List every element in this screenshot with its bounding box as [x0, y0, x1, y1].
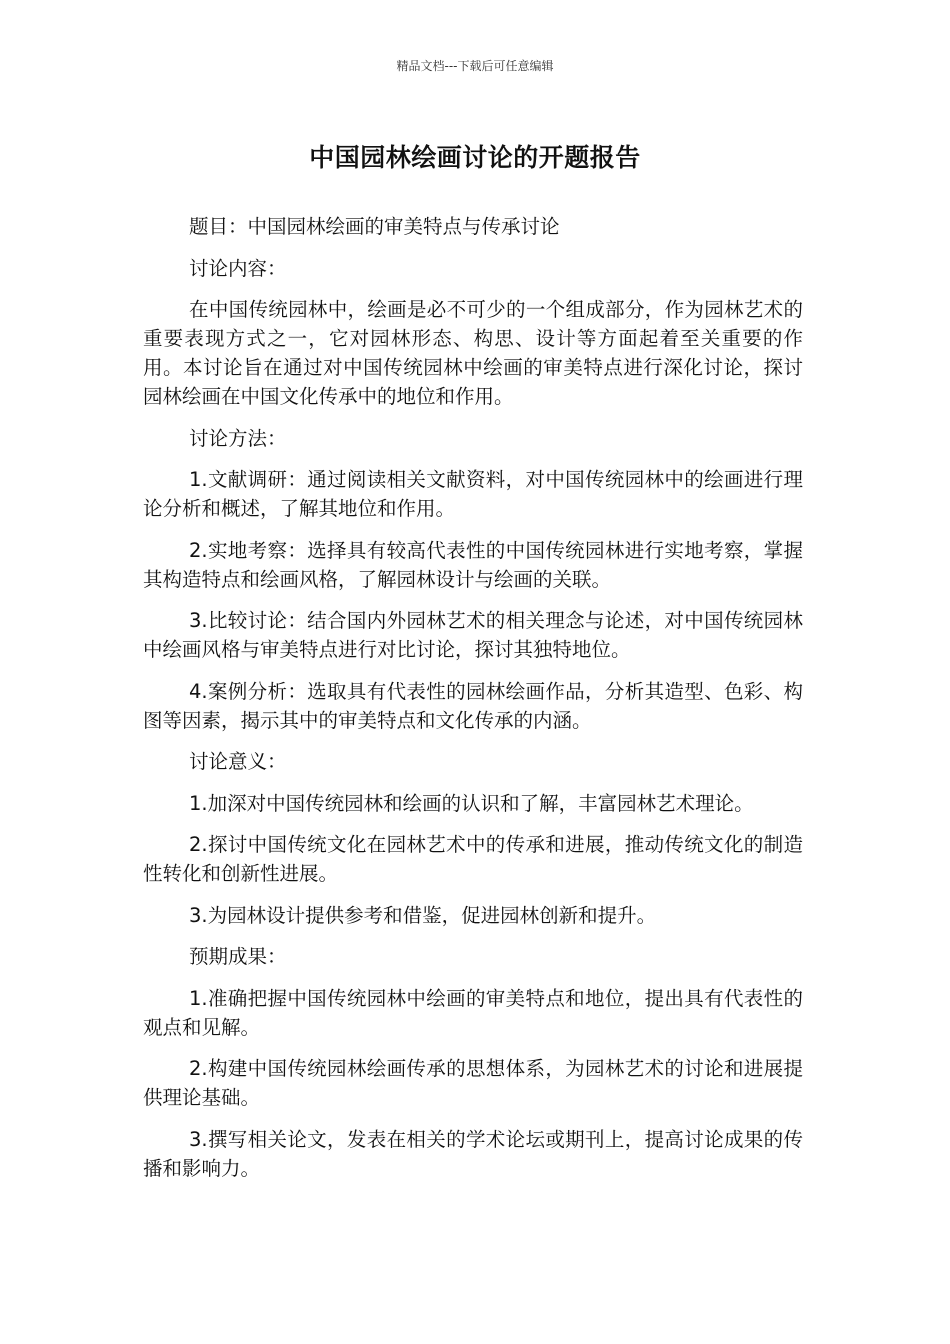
section-heading-outcomes: 预期成果： — [189, 945, 287, 968]
method-item-3: 3.比较讨论：结合国内外园林艺术的相关理念与论述，对中国传统园林中绘画风格与审美特点进行对比讨论，探讨其独特地位。 — [143, 609, 803, 661]
page-header: 精品文档---下载后可任意编辑 — [396, 59, 554, 73]
content-paragraph: 在中国传统园林中，绘画是必不可少的一个组成部分，作为园林艺术的重要表现方式之一，它对园林形态、构思、设计等方面起着至关重要的作用。本讨论旨在通过对中国传统园林中绘画的审美特点进行深化讨论，探讨园林绘画在中国文化传承中的地位和作用。 — [143, 298, 803, 408]
significance-item-3: 3.为园林设计提供参考和借鉴，促进园林创新和提升。 — [189, 903, 657, 927]
method-item-4: 4.案例分析：选取具有代表性的园林绘画作品，分析其造型、色彩、构图等因素，揭示其中的审美特点和文化传承的内涵。 — [143, 679, 803, 732]
method-item-1: 1.文献调研：通过阅读相关文献资料，对中国传统园林中的绘画进行理论分析和概述，了解其地位和作用。 — [143, 468, 803, 520]
section-heading-method: 讨论方法： — [189, 426, 287, 450]
document-title: 中国园林绘画讨论的开题报告 — [309, 143, 641, 172]
method-item-2: 2.实地考察：选择具有较高代表性的中国传统园林进行实地考察，掌握其构造特点和绘画风格，了解园林设计与绘画的关联。 — [143, 538, 803, 591]
section-heading-significance: 讨论意义： — [189, 750, 287, 773]
section-heading-content: 讨论内容： — [189, 256, 287, 280]
significance-item-2: 2.探讨中国传统文化在园林艺术中的传承和进展，推动传统文化的制造性转化和创新性进展。 — [143, 833, 803, 885]
outcome-item-3: 3.撰写相关论文，发表在相关的学术论坛或期刊上，提高讨论成果的传播和影响力。 — [143, 1127, 803, 1180]
document-body — [143, 212, 803, 1195]
significance-item-1: 1.加深对中国传统园林和绘画的认识和了解，丰富园林艺术理论。 — [189, 791, 754, 815]
outcome-item-2: 2.构建中国传统园林绘画传承的思想体系，为园林艺术的讨论和进展提供理论基础。 — [143, 1057, 803, 1109]
outcome-item-1: 1.准确把握中国传统园林中绘画的审美特点和地位，提出具有代表性的观点和见解。 — [143, 986, 803, 1039]
topic-line: 题目：中国园林绘画的审美特点与传承讨论 — [189, 215, 560, 238]
